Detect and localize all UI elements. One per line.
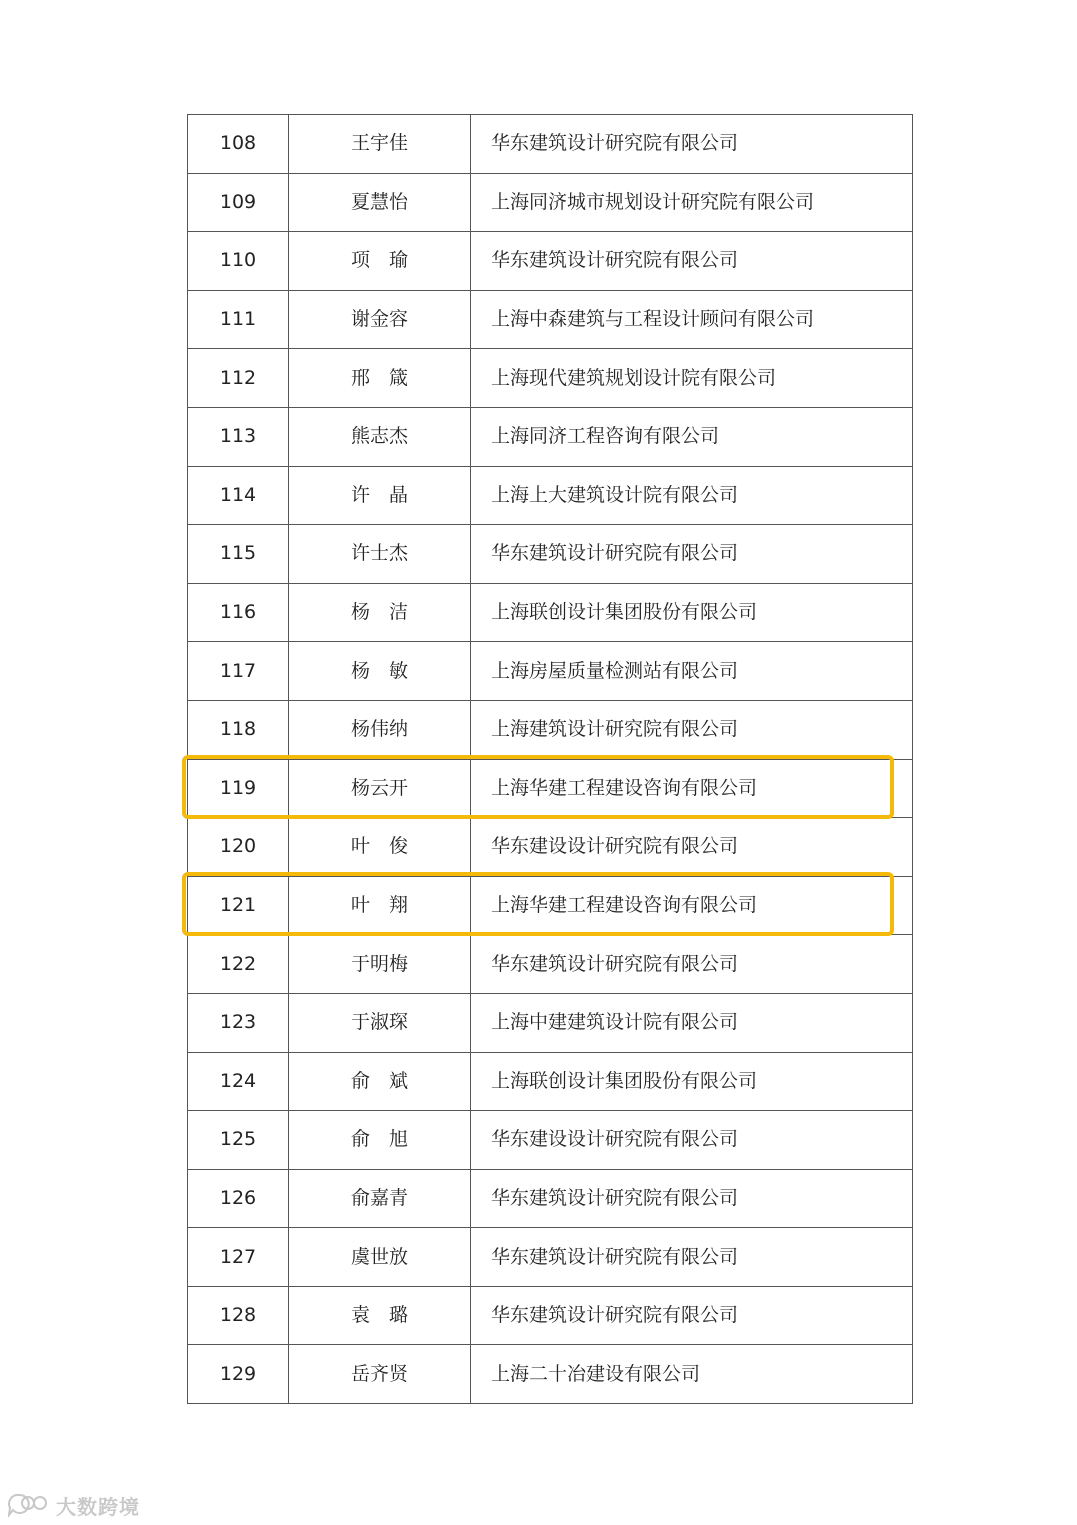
organization-name: 上海同济城市规划设计研究院有限公司 [471,173,913,232]
row-number: 122 [188,935,289,994]
table-row [188,173,913,232]
table-row [188,1169,913,1228]
row-number: 115 [188,525,289,584]
table-row [188,290,913,349]
person-name: 俞嘉青 [289,1169,471,1228]
person-name: 虞世放 [289,1228,471,1287]
organization-name: 上海中建建筑设计院有限公司 [471,993,913,1052]
table-row [188,1345,913,1404]
table-row [188,1228,913,1287]
organization-name: 华东建筑设计研究院有限公司 [471,115,913,174]
table-row [188,1111,913,1170]
table-row [188,583,913,642]
person-name: 许士杰 [289,525,471,584]
row-number: 118 [188,700,289,759]
row-number: 117 [188,642,289,701]
table-row [188,642,913,701]
row-number: 121 [188,876,289,935]
person-name: 许 晶 [289,466,471,525]
organization-name: 上海同济工程咨询有限公司 [471,407,913,466]
organization-name: 华东建筑设计研究院有限公司 [471,232,913,291]
table-row [188,993,913,1052]
row-number: 110 [188,232,289,291]
person-name: 岳齐贤 [289,1345,471,1404]
row-number: 126 [188,1169,289,1228]
person-name: 杨 洁 [289,583,471,642]
organization-name: 上海二十冶建设有限公司 [471,1345,913,1404]
row-number: 111 [188,290,289,349]
table-row [188,1052,913,1111]
row-number: 124 [188,1052,289,1111]
table-row [188,818,913,877]
organization-name: 上海华建工程建设咨询有限公司 [471,759,913,818]
person-name: 谢金容 [289,290,471,349]
organization-name: 上海建筑设计研究院有限公司 [471,700,913,759]
organization-name: 上海联创设计集团股份有限公司 [471,583,913,642]
person-name: 杨云开 [289,759,471,818]
watermark-text: 大数跨境 [56,1494,140,1519]
speech-bubble-logo-icon [8,1492,52,1518]
row-number: 112 [188,349,289,408]
person-name: 熊志杰 [289,407,471,466]
organization-name: 上海联创设计集团股份有限公司 [471,1052,913,1111]
person-name: 杨伟纳 [289,700,471,759]
person-name: 项 瑜 [289,232,471,291]
row-number: 116 [188,583,289,642]
organization-name: 上海房屋质量检测站有限公司 [471,642,913,701]
organization-name: 上海华建工程建设咨询有限公司 [471,876,913,935]
table-row [188,700,913,759]
table-row [188,115,913,174]
person-name: 邢 箴 [289,349,471,408]
table-row [188,525,913,584]
person-name: 杨 敏 [289,642,471,701]
organization-name: 华东建设设计研究院有限公司 [471,1111,913,1170]
watermark [8,1490,140,1520]
organization-name: 华东建筑设计研究院有限公司 [471,525,913,584]
organization-name: 华东建筑设计研究院有限公司 [471,935,913,994]
table-row [188,1286,913,1345]
person-name: 俞 旭 [289,1111,471,1170]
row-number: 114 [188,466,289,525]
organization-name: 上海上大建筑设计院有限公司 [471,466,913,525]
organization-name: 华东建筑设计研究院有限公司 [471,1169,913,1228]
person-name: 王宇佳 [289,115,471,174]
highlight-box [182,755,894,819]
organization-name: 华东建筑设计研究院有限公司 [471,1228,913,1287]
person-name: 夏慧怡 [289,173,471,232]
row-number: 119 [188,759,289,818]
row-number: 125 [188,1111,289,1170]
table-row [188,407,913,466]
table-row [188,232,913,291]
row-number: 128 [188,1286,289,1345]
person-name: 于明梅 [289,935,471,994]
row-number: 108 [188,115,289,174]
row-number: 129 [188,1345,289,1404]
table-row [188,349,913,408]
organization-name: 华东建设设计研究院有限公司 [471,818,913,877]
person-name: 袁 璐 [289,1286,471,1345]
table-row [188,466,913,525]
row-number: 123 [188,993,289,1052]
row-number: 113 [188,407,289,466]
organization-name: 上海中森建筑与工程设计顾问有限公司 [471,290,913,349]
person-name: 于淑琛 [289,993,471,1052]
row-number: 120 [188,818,289,877]
row-number: 109 [188,173,289,232]
table-row [188,935,913,994]
organization-name: 上海现代建筑规划设计院有限公司 [471,349,913,408]
person-name: 叶 俊 [289,818,471,877]
person-name: 俞 斌 [289,1052,471,1111]
organization-name: 华东建筑设计研究院有限公司 [471,1286,913,1345]
highlight-box [182,872,894,936]
row-number: 127 [188,1228,289,1287]
person-name: 叶 翔 [289,876,471,935]
